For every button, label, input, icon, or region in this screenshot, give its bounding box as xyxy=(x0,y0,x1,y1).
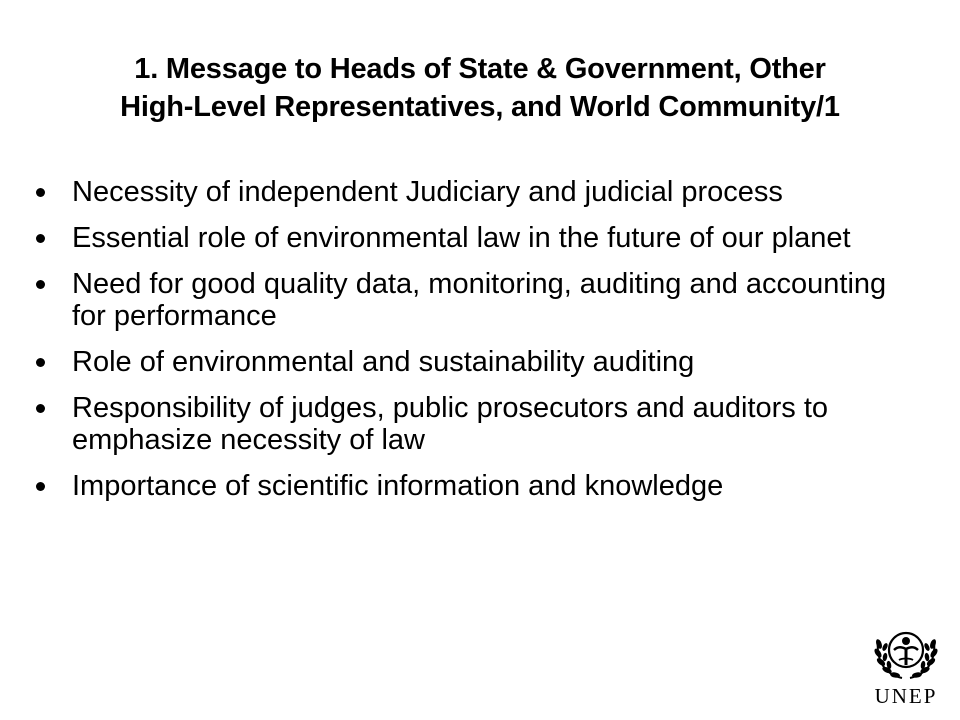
slide-title xyxy=(40,50,920,126)
bullet-dot-icon xyxy=(36,188,45,197)
bullet-list xyxy=(34,176,894,516)
bullet-text: Essential role of environmental law in the future of our planet xyxy=(72,222,851,254)
bullet-dot-icon xyxy=(36,404,45,413)
bullet-text: Importance of scientific information and knowledge xyxy=(72,470,724,502)
bullet-text: Need for good quality data, monitoring, auditing and accounting for performance xyxy=(72,268,887,332)
bullet-item xyxy=(34,392,894,456)
logo-wordmark: UNEP xyxy=(874,684,938,708)
title-line-2: High-Level Representatives, and World Community/1 xyxy=(120,91,840,123)
bullet-text: Necessity of independent Judiciary and judicial process xyxy=(72,176,783,208)
bullet-text: Role of environmental and sustainability auditing xyxy=(72,346,695,378)
bullet-dot-icon xyxy=(36,482,45,491)
unep-laurel-emblem-icon xyxy=(872,620,940,684)
bullet-item xyxy=(34,346,894,378)
bullet-dot-icon xyxy=(36,280,45,289)
unep-logo xyxy=(866,620,946,712)
bullet-text: Responsibility of judges, public prosecutors and auditors to emphasize necessity of law xyxy=(72,392,829,456)
bullet-dot-icon xyxy=(36,358,45,367)
bullet-item xyxy=(34,176,894,208)
bullet-item xyxy=(34,222,894,254)
bullet-item xyxy=(34,470,894,502)
bullet-dot-icon xyxy=(36,234,45,243)
bullet-item xyxy=(34,268,894,332)
title-line-1: 1. Message to Heads of State & Government, Other xyxy=(134,53,826,85)
